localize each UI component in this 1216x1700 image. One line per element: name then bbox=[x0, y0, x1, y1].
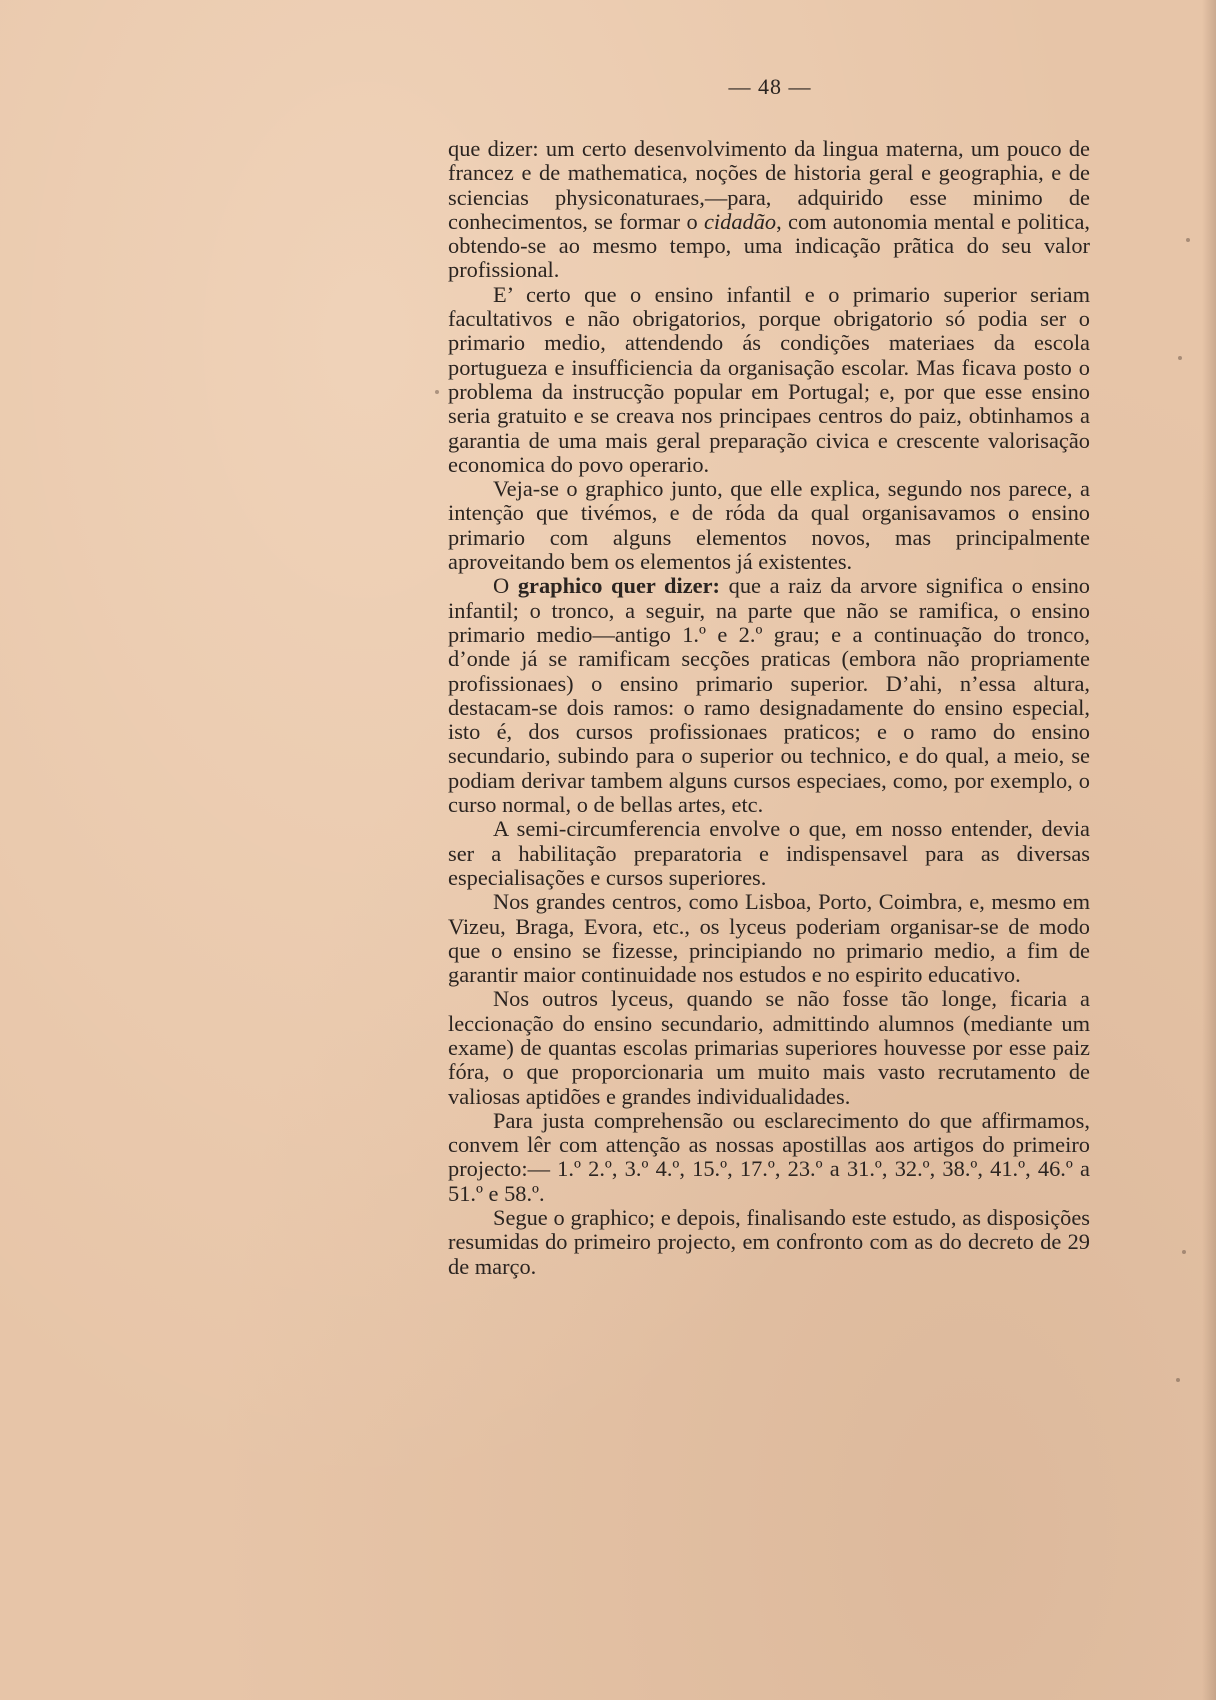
body-text bbox=[448, 137, 1090, 1279]
text-run: , com autonomia mental e politica, obtendo-se ao mesmo tempo, uma indicação prãtica do seu valor profissional. bbox=[448, 208, 1091, 283]
paragraph bbox=[448, 817, 1090, 890]
page-number: — 48 — bbox=[728, 74, 812, 99]
paragraph bbox=[448, 137, 1090, 283]
text-run: Nos grandes centros, como Lisboa, Porto, Coimbra, e, mesmo em Vizeu, Braga, Evora, etc., os lyceus poderiam organisar-se de modo que o ensino se fizesse, principiando no primario medio, a fim de garantir maior continuidade nos estudos e no espirito educativo. bbox=[448, 889, 1090, 988]
text-run: Para justa comprehensão ou esclarecimento do que affirmamos, convem lêr com attenção as nossas apostillas aos artigos do primeiro projecto:— 1.º 2.º, 3.º 4.º, 15.º, 17.º, 23.º a 31.º, 32.º, 38.º, 41.º, 46.º a 51.º e 58.º. bbox=[448, 1107, 1090, 1206]
paper-speck bbox=[1178, 356, 1182, 360]
text-run: Nos outros lyceus, quando se não fosse tão longe, ficaria a leccionação do ensino secundario, admittindo alumnos (mediante um exame) de quantas escolas primarias superiores houvesse por esse paiz fóra, o que proporcionaria um muito mais vasto recrutamento de valiosas aptidões e grandes individualidades. bbox=[448, 986, 1090, 1109]
paper-speck bbox=[1186, 238, 1190, 242]
paragraph bbox=[448, 1206, 1090, 1279]
paragraph bbox=[448, 987, 1090, 1108]
paragraph bbox=[448, 574, 1090, 817]
text-run: que a raiz da arvore significa o ensino infantil; o tronco, a seguir, na parte que não se ramifica, o ensino primario medio—antigo 1.º e 2.º grau; e a continuação do tronco, d’onde já se ramificam secções praticas (embora não propriamente profissionaes) o ensino primario superior. D’ahi, n’essa altura, destacam-se dois ramos: o ramo designadamente do ensino especial, isto é, dos cursos profissionaes praticos; e o ramo do ensino secundario, subindo para o superior ou technico, e do qual, a meio, se podiam derivar tambem alguns cursos especiaes, como, por exemplo, o curso normal, o de bellas artes, etc. bbox=[448, 573, 1090, 818]
text-run: A semi-circumferencia envolve o que, em nosso entender, devia ser a habilitação preparatoria e indispensavel para as diversas especialisações e cursos superiores. bbox=[448, 816, 1090, 890]
paper-speck bbox=[1176, 1378, 1180, 1382]
paper-speck bbox=[435, 390, 439, 394]
text-run: E’ certo que o ensino infantil e o primario superior seriam facultativos e não obrigatorios, porque obrigatorio só podia ser o primario medio, attendendo ás condições materiaes da escola portugueza e insufficiencia da organisação escolar. Mas ficava posto o problema da instrucção popular em Portugal; e, por que esse ensino seria gratuito e se creava nos principaes centros do paiz, obtinhamos a garantia de uma mais geral preparação civica e crescente valorisação economica do povo operario. bbox=[448, 281, 1090, 477]
paragraph bbox=[448, 1109, 1090, 1206]
text-run: Segue o graphico; e depois, finalisando este estudo, as disposições resumidas do primeiro projecto, em confronto com as do decreto de 29 de março. bbox=[448, 1205, 1090, 1279]
paragraph bbox=[448, 477, 1090, 574]
text-run: que dizer: um certo desenvolvimento da lingua materna, um pouco de francez e de mathematica, noções de historia geral e geographia, e de sciencias physiconaturaes,—para, adquirido esse minimo de conhecimentos, se formar o bbox=[448, 136, 1090, 234]
text-em: cidadão bbox=[703, 208, 777, 234]
text-run: Veja-se o graphico junto, que elle explica, segundo nos parece, a intenção que tivémos, e de róda da qual organisavamos o ensino primario com alguns elementos novos, mas principalmente aproveitando bem os elementos já existentes. bbox=[448, 476, 1090, 575]
text-bold: graphico quer dizer: bbox=[517, 573, 720, 599]
paragraph bbox=[448, 283, 1090, 477]
paper-speck bbox=[1182, 1250, 1186, 1254]
page-edge-shadow bbox=[1202, 0, 1216, 1700]
text-run: O bbox=[493, 573, 518, 599]
paragraph bbox=[448, 890, 1090, 987]
